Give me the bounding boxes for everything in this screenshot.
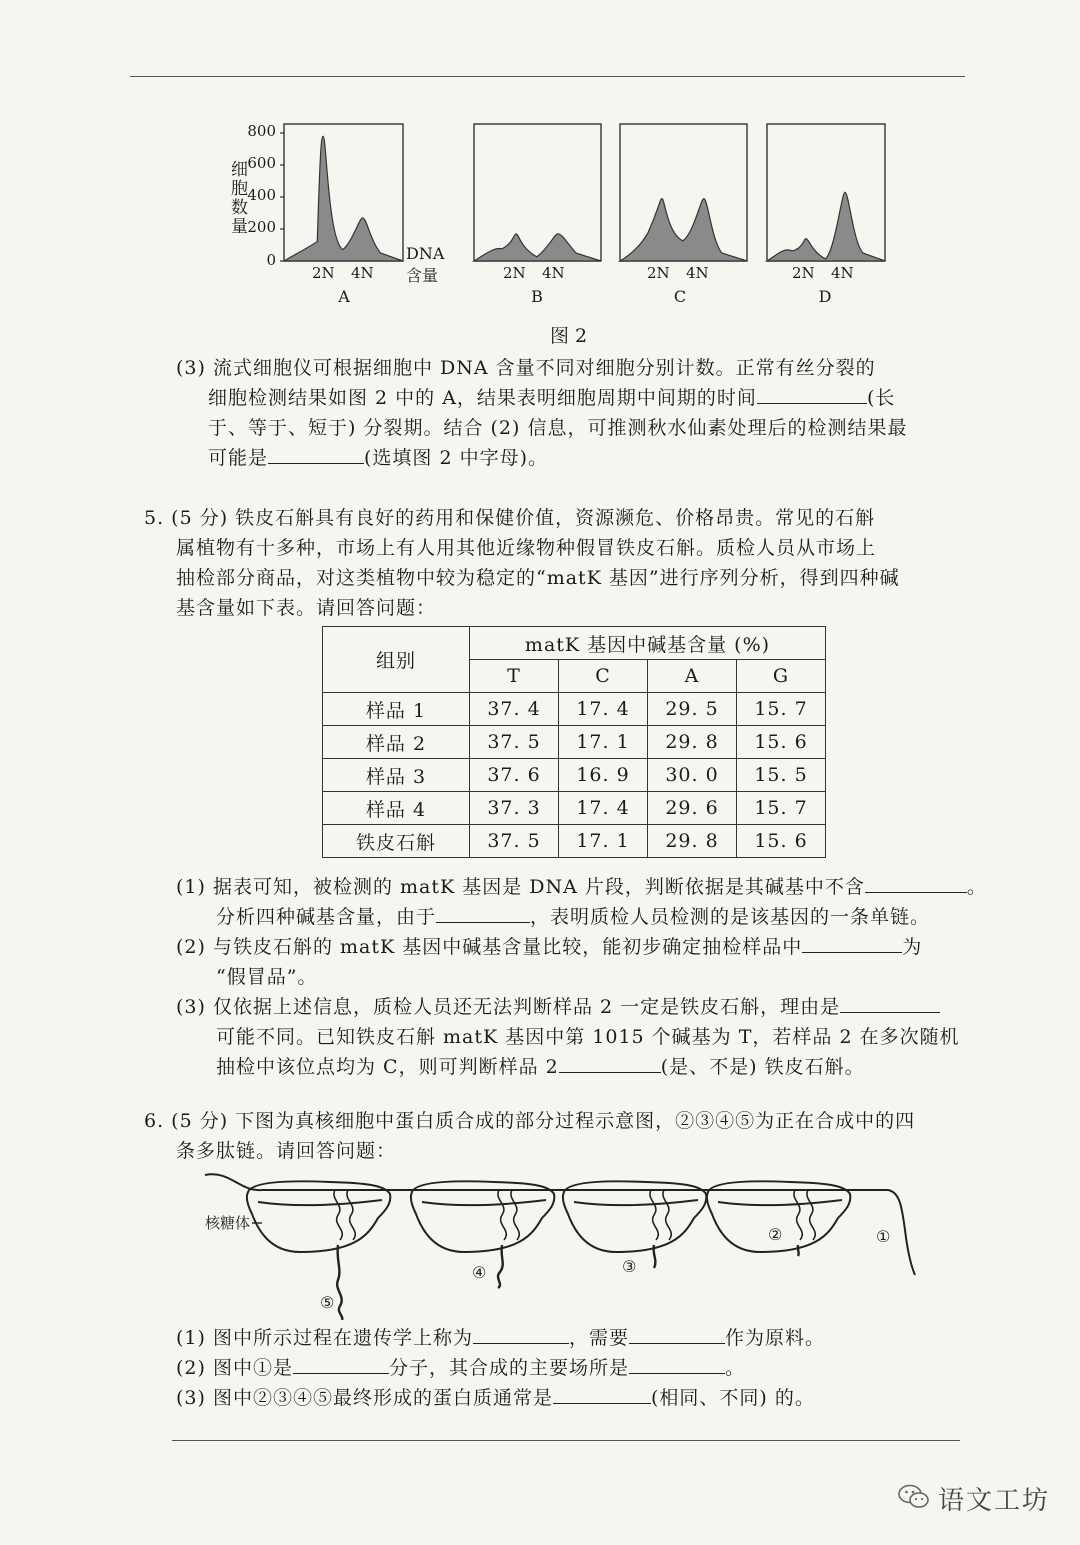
q6-p2c: 。 [724,1357,745,1379]
bottom-rule [172,1440,960,1441]
q4-3-blank-2[interactable] [268,443,364,464]
histogram-frame-d [767,124,885,261]
q6-p3b: (相同、不同) 的。 [650,1387,815,1409]
table-header-group: 组别 [323,627,470,693]
question-6-parts [176,1323,825,1413]
panel-label-d: D [818,287,832,306]
ribosome-label: 核糖体 [205,1214,251,1232]
q6-intro-line1: 6. (5 分) 下图为真核细胞中蛋白质合成的部分过程示意图，②③④⑤为正在合成中的四 [144,1110,916,1132]
q5-intro-line3: 抽检部分商品，对这类植物中较为稳定的“matK 基因”进行序列分析，得到四种碱 [176,567,900,589]
cell: 15. 5 [737,759,826,792]
y-tick-600: 600 [247,154,276,172]
cell: 17. 4 [559,693,648,726]
q5-blank-3[interactable] [802,932,902,953]
cell: 37. 6 [470,759,559,792]
x-tick-4n-a: 4N [351,264,374,282]
row-name: 样品 1 [323,693,470,726]
table-header-base: G [737,660,826,693]
q6-intro-line2: 条多肽链。请回答问题： [176,1140,397,1162]
label-5: ⑤ [320,1293,335,1312]
row-name: 样品 4 [323,792,470,825]
cell: 29. 6 [648,792,737,825]
q6-blank-1[interactable] [473,1323,569,1344]
cell: 15. 6 [737,726,826,759]
cell: 37. 3 [470,792,559,825]
q5-blank-1[interactable] [865,872,967,893]
q5-p1-line1: (1) 据表可知，被检测的 matK 基因是 DNA 片段，判断依据是其碱基中不含 [176,876,865,898]
cell: 16. 9 [559,759,648,792]
cell: 37. 4 [470,693,559,726]
x-axis-label-content: 含量 [406,266,439,285]
q4-3-blank-1[interactable] [757,383,867,404]
y-tick-800: 800 [247,122,276,140]
q4-3-line4b: (选填图 2 中字母)。 [364,447,549,469]
q5-blank-5[interactable] [559,1052,661,1073]
wechat-icon [898,1484,930,1510]
x-tick-2n-a: 2N [312,264,335,282]
x-tick-2n-c: 2N [647,264,670,282]
q5-p3-line1: (3) 仅依据上述信息，质检人员还无法判断样品 2 一定是铁皮石斛，理由是 [176,996,841,1018]
q5-blank-4[interactable] [840,992,940,1013]
cell: 15. 7 [737,792,826,825]
question-5-intro [144,503,900,623]
question-4-part-3 [176,353,907,473]
q5-p3-line2: 可能不同。已知铁皮石斛 matK 基因中第 1015 个碱基为 T，若样品 2 在多次随机 [216,1026,960,1048]
row-name: 铁皮石斛 [323,825,470,858]
base-content-table [322,626,826,858]
translation-diagram [0,1160,1080,1320]
cell: 37. 5 [470,726,559,759]
histogram-curve-d [767,192,885,261]
panel-label-a: A [338,287,350,306]
q4-3-line2a: 细胞检测结果如图 2 中的 A，结果表明细胞周期中间期的时间 [208,387,757,409]
label-4: ④ [472,1263,487,1282]
table-header-span: matK 基因中碱基含量 (%) [470,627,826,660]
q4-3-line3: 于、等于、短于) 分裂期。结合 (2) 信息，可推测秋水仙素处理后的检测结果最 [208,417,908,439]
histogram-panels [0,0,1080,320]
q4-3-line2b: (长 [866,387,896,409]
question-5-parts [176,872,987,1082]
q6-blank-5[interactable] [553,1383,651,1404]
q5-p3-line3a: 抽检中该位点均为 C，则可判断样品 2 [216,1056,559,1078]
q6-p3a: (3) 图中②③④⑤最终形成的蛋白质通常是 [176,1387,553,1409]
q6-blank-4[interactable] [629,1353,725,1374]
q5-p1-line1-end: 。 [966,876,987,898]
q6-p1a: (1) 图中所示过程在遗传学上称为 [176,1327,473,1349]
q4-3-line1: (3) 流式细胞仪可根据细胞中 DNA 含量不同对细胞分别计数。正常有丝分裂的 [176,357,876,379]
q6-blank-2[interactable] [629,1323,725,1344]
q5-p2-line1b: 为 [902,936,923,958]
q6-p2a: (2) 图中①是 [176,1357,293,1379]
question-6-intro [144,1106,915,1166]
y-tick-0: 0 [266,251,276,269]
cell: 15. 6 [737,825,826,858]
q5-p1-line2a: 分析四种碱基含量，由于 [216,906,437,928]
x-axis-label-dna: DNA [406,244,445,263]
cell: 29. 8 [648,825,737,858]
cell: 15. 7 [737,693,826,726]
table-row [323,825,826,858]
row-name: 样品 2 [323,726,470,759]
q5-intro-line4: 基含量如下表。请回答问题： [176,597,437,619]
x-tick-4n-d: 4N [831,264,854,282]
histogram-curve-b [474,234,601,261]
label-3: ③ [622,1257,637,1276]
table-row [323,759,826,792]
q5-p3-line3b: (是、不是) 铁皮石斛。 [660,1056,865,1078]
q5-intro-line1: 5. (5 分) 铁皮石斛具有良好的药用和保健价值，资源濒危、价格昂贵。常见的石斛 [144,507,876,529]
q5-intro-line2: 属植物有十多种，市场上有人用其他近缘物种假冒铁皮石斛。质检人员从市场上 [176,537,877,559]
label-1: ① [876,1227,891,1246]
table-row [323,726,826,759]
watermark-text: 语文工坊 [938,1486,1051,1516]
table-row [323,792,826,825]
q6-p2b: 分子，其合成的主要场所是 [388,1357,629,1379]
cell: 37. 5 [470,825,559,858]
y-tick-400: 400 [247,186,276,204]
table-header-base: C [559,660,648,693]
table-row [323,693,826,726]
q5-p2-line2: “假冒品”。 [216,966,318,988]
q6-p1c: 作为原料。 [724,1327,825,1349]
panel-label-c: C [673,287,687,306]
cell: 29. 8 [648,726,737,759]
q6-blank-3[interactable] [293,1353,389,1374]
label-2: ② [768,1225,783,1244]
panel-label-b: B [531,287,543,306]
figure-caption: 图 2 [550,325,588,347]
histogram-frame-a [284,124,403,261]
q4-3-line4a: 可能是 [208,447,269,469]
y-tick-200: 200 [247,218,276,236]
x-tick-4n-c: 4N [686,264,709,282]
table-header-base: T [470,660,559,693]
q5-p1-line2b: ，表明质检人员检测的是该基因的一条单链。 [530,906,931,928]
table-header-base: A [648,660,737,693]
histogram-curve-c [620,199,747,261]
y-axis-label: 细胞数量 [227,160,247,236]
x-tick-2n-b: 2N [503,264,526,282]
q5-p2-line1a: (2) 与铁皮石斛的 matK 基因中碱基含量比较，能初步确定抽检样品中 [176,936,803,958]
cell: 17. 1 [559,825,648,858]
histogram-frame-b [474,124,601,261]
cell: 17. 1 [559,726,648,759]
x-tick-4n-b: 4N [542,264,565,282]
x-tick-2n-d: 2N [792,264,815,282]
row-name: 样品 3 [323,759,470,792]
cell: 29. 5 [648,693,737,726]
q6-p1b: ，需要 [568,1327,629,1349]
cell: 17. 4 [559,792,648,825]
cell: 30. 0 [648,759,737,792]
q5-blank-2[interactable] [436,902,530,923]
histogram-curve-a [284,136,403,261]
